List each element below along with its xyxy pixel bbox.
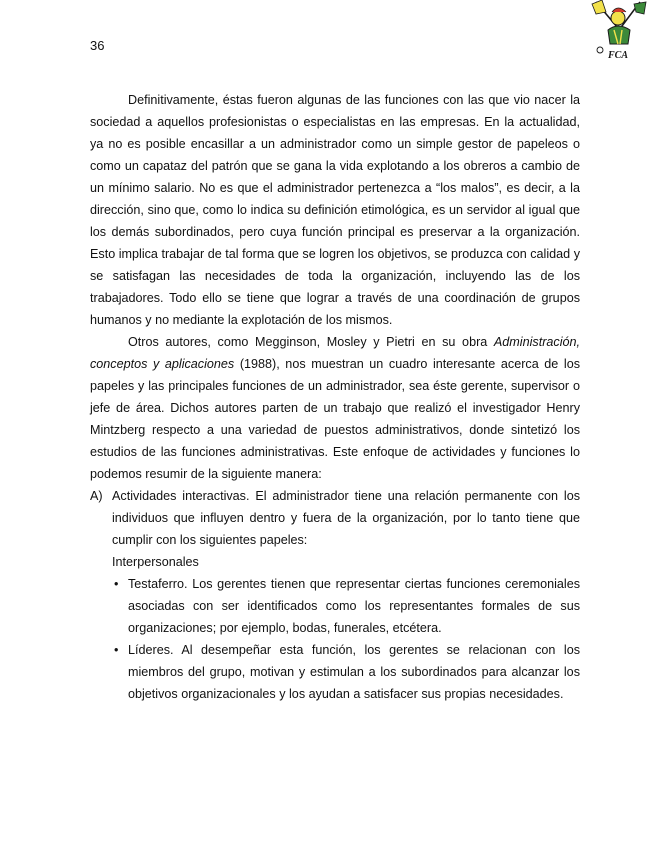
page-number: 36 [90,38,105,53]
list-item-a [90,485,580,551]
fca-logo-icon [588,0,650,62]
subheading-interpersonales: Interpersonales [112,555,199,569]
list-item-a-text: Actividades interactivas. El administrador tiene una relación permanente con los individuos que influyen dentro y fuera de la organización, por lo tanto tiene que cumplir con los siguientes papeles: [112,489,580,547]
bullet-text-testaferro: Testaferro. Los gerentes tienen que representar ciertas funciones ceremoniales asociadas con ser identificados como los representantes formales de sus organizaciones; por ejemplo, bodas, funerales, etcétera. [128,577,580,635]
logo-text: FCA [607,50,629,61]
bullet-icon: • [114,643,119,657]
paragraph-2-rest: (1988), nos muestran un cuadro interesante acerca de los papeles y las principales funciones de un administrador, sea éste gerente, supervisor o jefe de área. Dichos autores parten de un trabajo que realizó el investigador Henry Mintzberg respecto a una variedad de puestos administrativos, donde sintetizó los estudios de las funciones administrativas. Este enfoque de actividades y funciones lo podemos resumir de la siguiente manera: [90,357,581,481]
list-marker-a: A) [90,489,103,503]
paragraph-2 [90,331,580,485]
bullet-icon: • [114,577,119,591]
bullet-text-lideres: Líderes. Al desempeñar esta función, los gerentes se relacionan con los miembros del grupo, motivan y estimulan a los subordinados para alcanzar los objetivos organizacionales y los ayudan a satisfacer sus propias necesidades. [128,643,580,701]
bullet-item-testaferro [90,573,580,639]
book-title: Administración, conceptos y aplicaciones [90,335,580,371]
paragraph-1: Definitivamente, éstas fueron algunas de las funciones con las que vio nacer la sociedad a aquellos profesionistas o especialistas en las empresas. En la actualidad, ya no es posible encasillar a un administrador como un simple gestor de papeleos o como un capataz del patrón que se gana la vida explotando a los obreros a cambio de un mínimo salario. No es que el administrador pertenezca a “los malos”, es decir, a la dirección, sino que, como lo indica su definición etimológica, es un servidor al igual que los demás subordinados, pero cuya función principal es preservar a la organización. Esto implica trabajar de tal forma que se logren los objetivos, se produzca con calidad y se satisfagan las necesidades de toda la organización, incluyendo las de los trabajadores. Todo ello se tiene que lograr a través de una coordinación de grupos humanos y no mediante la explotación de los mismos. [90,93,580,327]
main-text [90,89,580,705]
bullet-item-lideres [90,639,580,705]
paragraph-2-intro: Otros autores, como Megginson, Mosley y Pietri en su obra [128,335,494,349]
